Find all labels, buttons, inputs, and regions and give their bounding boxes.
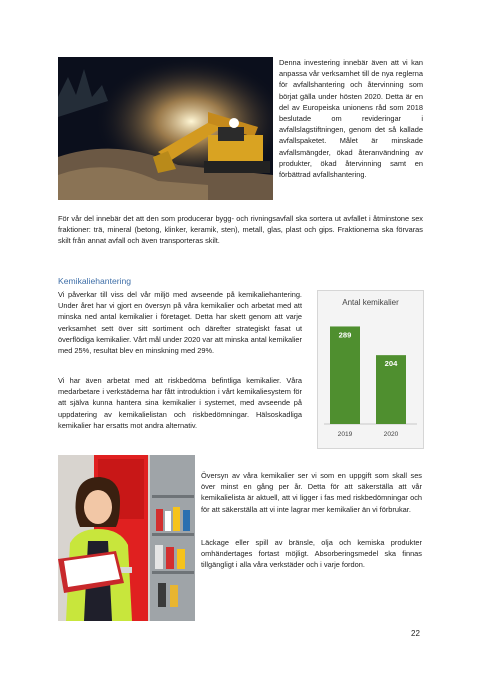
excavator-photo (58, 57, 273, 200)
spill-paragraph: Läckage eller spill av bränsle, olja och kemiska produkter omhändertages fortast möjligt. Absorberingsmedel ska finnas tillgängligt i alla våra verkstäder och i varje fordon. (201, 538, 422, 570)
review-paragraph: Översyn av våra kemikalier ser vi som en uppgift som skall ses över minst en gång per år. Detta för att säkerställa att vår kemikalielista är aktuell, att vi ligger i fas med riskbedömningar och för att säkerställa att vi inte lagrar mer kemikalier än vi förbrukar. (201, 471, 422, 514)
chart-title: Antal kemikalier (342, 298, 399, 307)
worker-photo (58, 455, 195, 621)
x-tick-label: 2019 (337, 431, 353, 438)
intro-paragraph: Denna investering innebär även att vi kan anpassa vår verksamhet till de nya reglerna för avfallshantering och återvinning som börjat gälla under hösten 2020. Detta är en del av Europeiska unionens råd som 2018 beslutade om revideringar i avfallslagstiftningen, genom det så kallade avfallspaketet. Målet är minskade avfallsmängder, ökad återanvändning av produkter, ökad återvinning samt en förbättrad avfallshantering. (279, 58, 423, 180)
chart-plot (318, 291, 423, 448)
fractions-paragraph: För vår del innebär det att den som producerar bygg- och rivningsavfall ska sortera ut avfallet i åtminstone sex fraktioner: trä, mineral (betong, klinker, keramik, sten), metall, glas, plast och gips. Fraktionerna ska förvaras skilt från annat avfall och även transporteras skilt. (58, 214, 423, 246)
x-tick-label: 2020 (383, 431, 399, 438)
bar-value-label: 204 (384, 359, 398, 369)
bar-value-label: 289 (338, 330, 352, 340)
chemicals-paragraph-2: Vi har även arbetat med att riskbedöma befintliga kemikalier. Våra medarbetare i verkstäderna har fått introduktion i vårt kemikaliesystem för att själva kunna hantera sina kemikalier i systemet, med avseende på uppdatering av kemikalielistan och riskbedömningar. Hälsoskadliga kemikalier har ersatts mot andra alternativ. (58, 376, 302, 430)
bar-2019 (330, 326, 360, 424)
chemicals-chart (317, 290, 424, 449)
page-number: 22 (411, 629, 420, 638)
chemicals-paragraph-1: Vi påverkar till viss del vår miljö med avseende på kemikaliehantering. Under året har vi gjort en översyn på våra kemikalier och arbetat med att minska ned antal kemikalier i företaget. Detta har skett genom att varje verksamhet sett över sitt sortiment och därefter strategiskt fasat ut överflödiga kemikalier. Vårt mål under 2020 var att minska antal kemikalier med 25%, resultat blev en minskning med 29%. (58, 290, 302, 356)
section-heading: Kemikaliehantering (58, 276, 132, 286)
